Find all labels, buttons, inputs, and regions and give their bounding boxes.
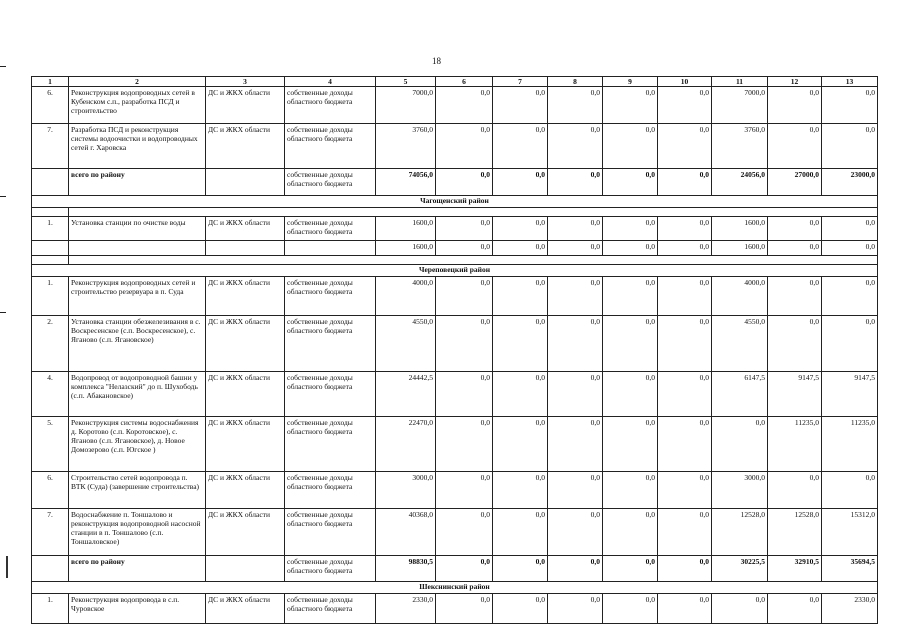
funding-source-cell: собственные доходы областного бюджета [285,124,376,169]
value-cell: 0,0 [603,277,658,316]
item-name-cell: Разработка ПСД и реконструкция системы водоочистки и водопроводных сетей г. Харовска [69,124,206,169]
column-header: 5 [376,77,436,87]
table-row [32,124,878,169]
value-cell: 0,0 [493,594,548,624]
responsible-org-cell: ДС и ЖКХ области [206,372,285,417]
value-cell: 12528,0 [768,509,822,556]
value-cell: 0,0 [436,241,493,256]
row-number-cell: 7. [32,509,69,556]
column-header: 4 [285,77,376,87]
page-number: 18 [432,56,441,66]
value-cell: 0,0 [436,472,493,509]
district-name: Чагощенский район [32,196,878,208]
value-cell: 0,0 [493,472,548,509]
value-cell: 0,0 [658,594,712,624]
value-cell: 0,0 [658,509,712,556]
value-cell: 0,0 [548,277,603,316]
value-cell: 0,0 [436,372,493,417]
table-row [32,217,878,241]
table-row [32,241,878,256]
value-cell: 3000,0 [712,472,768,509]
total-row [32,556,878,582]
value-cell: 0,0 [548,417,603,472]
value-cell: 0,0 [822,87,878,124]
district-header-row [32,196,878,208]
row-number-cell: 1. [32,277,69,316]
value-cell: 98830,5 [376,556,436,582]
value-cell: 4000,0 [376,277,436,316]
value-cell: 23000,0 [822,169,878,196]
value-cell: 0,0 [493,217,548,241]
item-name-cell: всего по району [69,169,206,196]
responsible-org-cell [206,241,285,256]
item-name-cell: Водопровод от водопроводной башни у комплекса "Нелазский" до п. Шухободь (с.п. Абакановское) [69,372,206,417]
value-cell: 4550,0 [712,316,768,372]
row-number-cell [32,556,69,582]
value-cell: 0,0 [493,509,548,556]
table-row [32,472,878,509]
value-cell: 0,0 [822,472,878,509]
value-cell: 0,0 [822,277,878,316]
value-cell: 7000,0 [712,87,768,124]
row-number-cell: 2. [32,316,69,372]
empty-cell [69,256,878,265]
responsible-org-cell: ДС и ЖКХ области [206,87,285,124]
value-cell: 11235,0 [768,417,822,472]
value-cell: 0,0 [603,556,658,582]
value-cell: 1600,0 [712,217,768,241]
item-name-cell: Реконструкция водопроводных сетей и строительство резервуара в п. Суда [69,277,206,316]
value-cell: 0,0 [493,124,548,169]
funding-source-cell [285,241,376,256]
column-header: 2 [69,77,206,87]
table-row [32,417,878,472]
funding-source-cell: собственные доходы областного бюджета [285,372,376,417]
value-cell: 0,0 [548,372,603,417]
value-cell: 0,0 [658,87,712,124]
value-cell: 0,0 [658,372,712,417]
value-cell: 0,0 [493,241,548,256]
value-cell: 0,0 [493,169,548,196]
value-cell: 11235,0 [822,417,878,472]
value-cell: 0,0 [822,316,878,372]
value-cell: 0,0 [603,509,658,556]
value-cell: 0,0 [548,556,603,582]
responsible-org-cell: ДС и ЖКХ области [206,124,285,169]
column-header: 6 [436,77,493,87]
value-cell: 74056,0 [376,169,436,196]
budget-table [31,76,878,624]
row-number-cell [32,241,69,256]
item-name-cell: Установка станции обезжелезивания в с. Воскресенское (с.п. Воскресенское), с. Яганово (с.п. Ягановское) [69,316,206,372]
column-header: 13 [822,77,878,87]
value-cell: 0,0 [768,472,822,509]
value-cell: 0,0 [712,417,768,472]
funding-source-cell: собственные доходы областного бюджета [285,594,376,624]
value-cell: 0,0 [658,472,712,509]
item-name-cell: Реконструкция водопроводных сетей в Кубенском с.п., разработка ПСД и строительство [69,87,206,124]
value-cell: 0,0 [436,316,493,372]
value-cell: 0,0 [768,124,822,169]
margin-tick [0,312,6,313]
value-cell: 0,0 [658,217,712,241]
value-cell: 30225,5 [712,556,768,582]
row-number-cell: 1. [32,594,69,624]
value-cell: 0,0 [768,87,822,124]
value-cell: 12528,0 [712,509,768,556]
value-cell: 0,0 [603,217,658,241]
value-cell: 40368,0 [376,509,436,556]
value-cell: 27000,0 [768,169,822,196]
column-header: 11 [712,77,768,87]
value-cell: 0,0 [493,277,548,316]
item-name-cell [69,241,206,256]
spacer-row [32,256,878,265]
funding-source-cell: собственные доходы областного бюджета [285,472,376,509]
district-name: Шекснинский район [32,582,878,594]
value-cell: 9147,5 [822,372,878,417]
value-cell: 15312,0 [822,509,878,556]
value-cell: 0,0 [603,472,658,509]
value-cell: 0,0 [493,417,548,472]
column-header: 9 [603,77,658,87]
value-cell: 24056,0 [712,169,768,196]
value-cell: 0,0 [658,277,712,316]
funding-source-cell: собственные доходы областного бюджета [285,217,376,241]
responsible-org-cell: ДС и ЖКХ области [206,417,285,472]
funding-source-cell: собственные доходы областного бюджета [285,509,376,556]
column-header: 8 [548,77,603,87]
table-row [32,316,878,372]
responsible-org-cell: ДС и ЖКХ области [206,217,285,241]
column-header: 12 [768,77,822,87]
value-cell: 0,0 [603,417,658,472]
responsible-org-cell: ДС и ЖКХ области [206,277,285,316]
value-cell: 0,0 [548,594,603,624]
column-header: 3 [206,77,285,87]
value-cell: 0,0 [436,169,493,196]
row-number-cell: 6. [32,472,69,509]
value-cell: 0,0 [493,316,548,372]
value-cell: 3760,0 [712,124,768,169]
value-cell: 0,0 [658,241,712,256]
value-cell: 0,0 [548,87,603,124]
value-cell: 32910,5 [768,556,822,582]
value-cell: 0,0 [436,217,493,241]
value-cell: 4000,0 [712,277,768,316]
value-cell: 0,0 [548,169,603,196]
value-cell: 0,0 [603,316,658,372]
empty-cell [69,208,878,217]
district-header-row [32,265,878,277]
value-cell: 0,0 [436,594,493,624]
margin-tick [0,196,6,197]
value-cell: 0,0 [768,241,822,256]
responsible-org-cell: ДС и ЖКХ области [206,316,285,372]
item-name-cell: Установка станции по очистке воды [69,217,206,241]
value-cell: 0,0 [603,87,658,124]
value-cell: 6147,5 [712,372,768,417]
value-cell: 0,0 [493,372,548,417]
row-number-cell: 6. [32,87,69,124]
total-row [32,169,878,196]
value-cell: 0,0 [493,556,548,582]
value-cell: 0,0 [658,417,712,472]
empty-cell [32,256,69,265]
value-cell: 22470,0 [376,417,436,472]
value-cell: 2330,0 [822,594,878,624]
table-row [32,372,878,417]
table-row [32,594,878,624]
item-name-cell: Реконструкция системы водоснабжения д. Коротово (с.п. Коротовское), с. Яганово (с.п. Ягановское), д. Новое Домозерово (с.п. Югское ) [69,417,206,472]
value-cell: 0,0 [548,316,603,372]
value-cell: 35694,5 [822,556,878,582]
funding-source-cell: собственные доходы областного бюджета [285,316,376,372]
value-cell: 0,0 [658,556,712,582]
value-cell: 0,0 [436,277,493,316]
funding-source-cell: собственные доходы областного бюджета [285,87,376,124]
responsible-org-cell [206,556,285,582]
column-header: 1 [32,77,69,87]
table-header-row [32,77,878,87]
value-cell: 0,0 [436,556,493,582]
spacer-row [32,208,878,217]
table-row [32,509,878,556]
responsible-org-cell [206,169,285,196]
table-row [32,277,878,316]
funding-source-cell: собственные доходы областного бюджета [285,556,376,582]
value-cell: 0,0 [436,87,493,124]
row-number-cell [32,169,69,196]
value-cell: 7000,0 [376,87,436,124]
row-number-cell: 5. [32,417,69,472]
district-name: Череповецкий район [32,265,878,277]
column-header: 7 [493,77,548,87]
responsible-org-cell: ДС и ЖКХ области [206,509,285,556]
value-cell: 0,0 [603,594,658,624]
value-cell: 0,0 [603,124,658,169]
responsible-org-cell: ДС и ЖКХ области [206,472,285,509]
value-cell: 0,0 [768,217,822,241]
value-cell: 0,0 [712,594,768,624]
value-cell: 1600,0 [376,217,436,241]
funding-source-cell: собственные доходы областного бюджета [285,169,376,196]
district-header-row [32,582,878,594]
value-cell: 0,0 [603,241,658,256]
value-cell: 0,0 [548,124,603,169]
value-cell: 0,0 [658,169,712,196]
value-cell: 24442,5 [376,372,436,417]
value-cell: 0,0 [436,124,493,169]
value-cell: 0,0 [493,87,548,124]
value-cell: 0,0 [548,217,603,241]
value-cell: 0,0 [548,472,603,509]
value-cell: 0,0 [658,124,712,169]
row-number-cell: 4. [32,372,69,417]
empty-cell [32,208,69,217]
item-name-cell: Водоснабжение п. Тоншалово и реконструкция водопроводной насосной станции в п. Тоншалово (с.п. Тоншаловское) [69,509,206,556]
value-cell: 0,0 [822,124,878,169]
item-name-cell: Строительство сетей водопровода п. ВТК (Суда) (завершение строительства) [69,472,206,509]
value-cell: 0,0 [436,509,493,556]
value-cell: 0,0 [603,372,658,417]
value-cell: 3760,0 [376,124,436,169]
value-cell: 9147,5 [768,372,822,417]
item-name-cell: всего по району [69,556,206,582]
responsible-org-cell: ДС и ЖКХ области [206,594,285,624]
funding-source-cell: собственные доходы областного бюджета [285,277,376,316]
margin-tick [0,66,6,67]
value-cell: 0,0 [658,316,712,372]
value-cell: 0,0 [548,509,603,556]
value-cell: 0,0 [768,277,822,316]
value-cell: 0,0 [548,241,603,256]
value-cell: 1600,0 [712,241,768,256]
row-number-cell: 1. [32,217,69,241]
value-cell: 0,0 [603,169,658,196]
value-cell: 0,0 [768,316,822,372]
value-cell: 4550,0 [376,316,436,372]
value-cell: 3000,0 [376,472,436,509]
column-header: 10 [658,77,712,87]
value-cell: 1600,0 [376,241,436,256]
item-name-cell: Реконструкция водопровода в с.п. Чуровское [69,594,206,624]
table-row [32,87,878,124]
value-cell: 0,0 [768,594,822,624]
value-cell: 2330,0 [376,594,436,624]
value-cell: 0,0 [822,217,878,241]
value-cell: 0,0 [436,417,493,472]
binding-mark [6,556,8,578]
value-cell: 0,0 [822,241,878,256]
row-number-cell: 7. [32,124,69,169]
funding-source-cell: собственные доходы областного бюджета [285,417,376,472]
